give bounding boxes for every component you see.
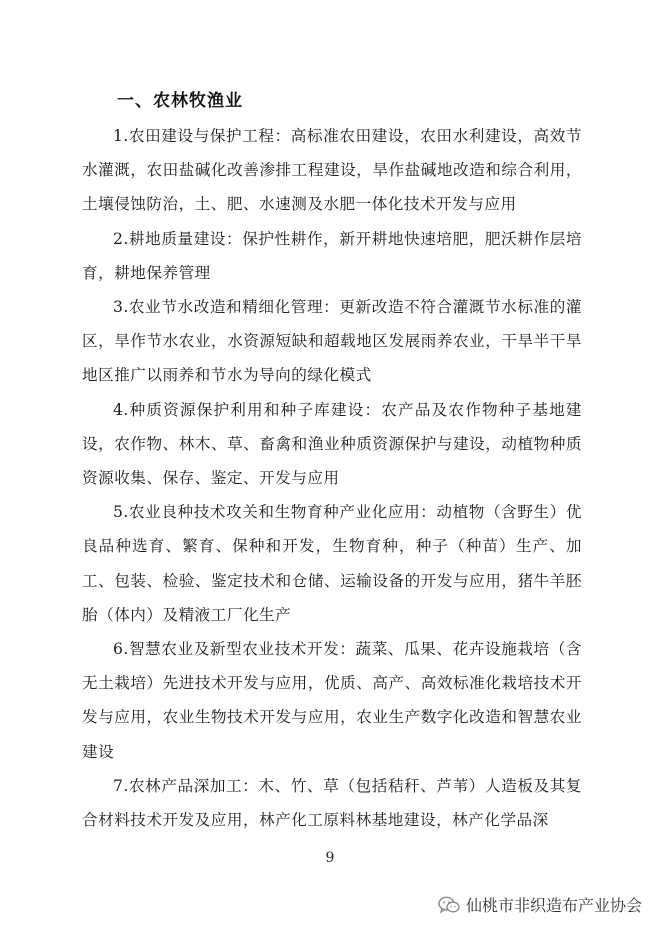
paragraph-1: 1.农田建设与保护工程：高标准农田建设，农田水利建设，高效节水灌溉，农田盐碱化改善渗排工程建设，旱作盐碱地改造和综合利用，土壤侵蚀防治，土、肥、水速测及水肥一体化技术开发与应用 xyxy=(82,127,582,214)
paragraph-5: 5.农业良种技术攻关和生物育种产业化应用：动植物（含野生）优良品种选育、繁育、保种和开发，生物育种，种子（种苗）生产、加工、包装、检验、鉴定技术和仓储、运输设备的开发与应用，猪牛羊胚胎（体内）及精液工厂化生产 xyxy=(82,503,582,624)
paragraph-6: 6.智慧农业及新型农业技术开发：蔬菜、瓜果、花卉设施栽培（含无土栽培）先进技术开发与应用，优质、高产、高效标准化栽培技术开发与应用，农业生物技术开发与应用，农业生产数字化改造和智慧农业建设 xyxy=(82,640,582,761)
watermark xyxy=(438,893,642,916)
section-heading: 一、农林牧渔业 xyxy=(117,91,243,111)
paragraph-4: 4.种质资源保护利用和种子库建设：农产品及农作物种子基地建设，农作物、林木、草、畜禽和渔业种质资源保护与建设，动植物种质资源收集、保存、鉴定、开发与应用 xyxy=(82,400,582,488)
watermark-text: 仙桃市非织造布产业协会 xyxy=(465,896,642,915)
paragraph-7: 7.农林产品深加工：木、竹、草（包括秸秆、芦苇）人造板及其复合材料技术开发及应用，林产化工原料林基地建设，林产化学品深 xyxy=(82,776,582,830)
document-body xyxy=(82,119,582,837)
wechat-icon xyxy=(438,896,460,914)
paragraph-2: 2.耕地质量建设：保护性耕作，新开耕地快速培肥，肥沃耕作层培育，耕地保养管理 xyxy=(82,229,582,282)
paragraph-3: 3.农业节水改造和精细化管理：更新改造不符合灌溉节水标准的灌区，旱作节水农业，水资源短缺和超载地区发展雨养农业，干旱半干旱地区推广以雨养和节水为导向的绿化模式 xyxy=(82,298,582,385)
page-number: 9 xyxy=(325,850,335,866)
